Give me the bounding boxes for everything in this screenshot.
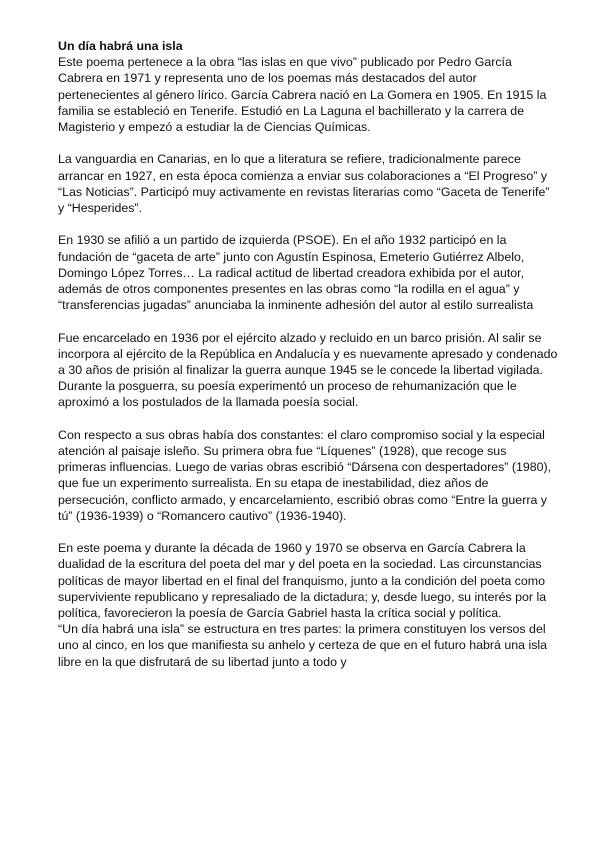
paragraph-biography: Este poema pertenece a la obra “las islas en que vivo” publicado por Pedro García Cabrera en 1971 y representa uno de los poemas más destacados del autor pertenecientes al género lírico. García Cabrera nació en La Gomera en 1905. En 1915 la familia se estableció en Tenerife. Estudió en La Laguna el bachillerato y la carrera de Magisterio y empezó a estudiar la de Ciencias Químicas. (58, 55, 547, 135)
paragraph-works: Con respecto a sus obras había dos constantes: el claro compromiso social y la especial atención al paisaje isleño. Su primera obra fue “Líquenes” (1928), que recoge sus primeras influencias. Luego de varias obras escribió “Dársena con despertadores” (1980), que fue un experimento surrealista. En su etapa de inestabilidad, diez años de persecución, conflicto armado, y encarcelamiento, escribió obras como “Entre la guerra y tú” (1936-1939) o “Romancero cautivo” (1936-1940). (58, 427, 552, 523)
paragraph-duality: En este poema y durante la década de 1960 y 1970 se observa en García Cabrera la dualidad de la escritura del poeta del mar y del poeta en la sociedad. Las circunstancias políticas de mayor libertad en el final del franquismo, junto a la condición del poeta como superviviente republicano y represaliado de la dictadura; y, desde luego, su interés por la política, favorecieron la poesía de García Gabriel hasta la crítica social y política. (58, 541, 547, 621)
document-page (58, 38, 558, 670)
document-title: Un día habrá una isla (58, 39, 183, 53)
paragraph-structure: “Un día habrá una isla” se estructura en tres partes: la primera constituyen los versos del uno al cinco, en los que manifiesta su anhelo y certeza de que en el futuro habrá una isla libre en la que disfrutará de su libertad junto a todo y (58, 622, 548, 669)
paragraph-prison: Fue encarcelado en 1936 por el ejército alzado y recluido en un barco prisión. Al salir se incorpora al ejército de la República en Andalucía y es nuevamente apresado y condenado a 30 años de prisión al finalizar la guerra aunque 1945 se le concede la libertad vigilada. Durante la posguerra, su poesía experimentó un proceso de rehumanización que le aproximó a los postulados de la llamada poesía social. (58, 330, 558, 410)
paragraph-vanguardia: La vanguardia en Canarias, en lo que a literatura se refiere, tradicionalmente parece arrancar en 1927, en esta época comienza a enviar sus colaboraciones a “El Progreso” y “Las Noticias”. Participó muy activamente en revistas literarias como “Gaceta de Tenerife” y “Hesperides”. (58, 152, 550, 216)
paragraph-gaceta-de-arte: En 1930 se afilió a un partido de izquierda (PSOE). En el año 1932 participó en la fundación de “gaceta de arte” junto con Agustín Espinosa, Emeterio Gutiérrez Albelo, Domingo López Torres… La radical actitud de libertad creadora exhibida por el autor, además de otros componentes presentes en las obras como “la rodilla en el agua” y “transferencias jugadas” anunciaba la inminente adhesión del autor al estilo surrealista (58, 233, 534, 313)
